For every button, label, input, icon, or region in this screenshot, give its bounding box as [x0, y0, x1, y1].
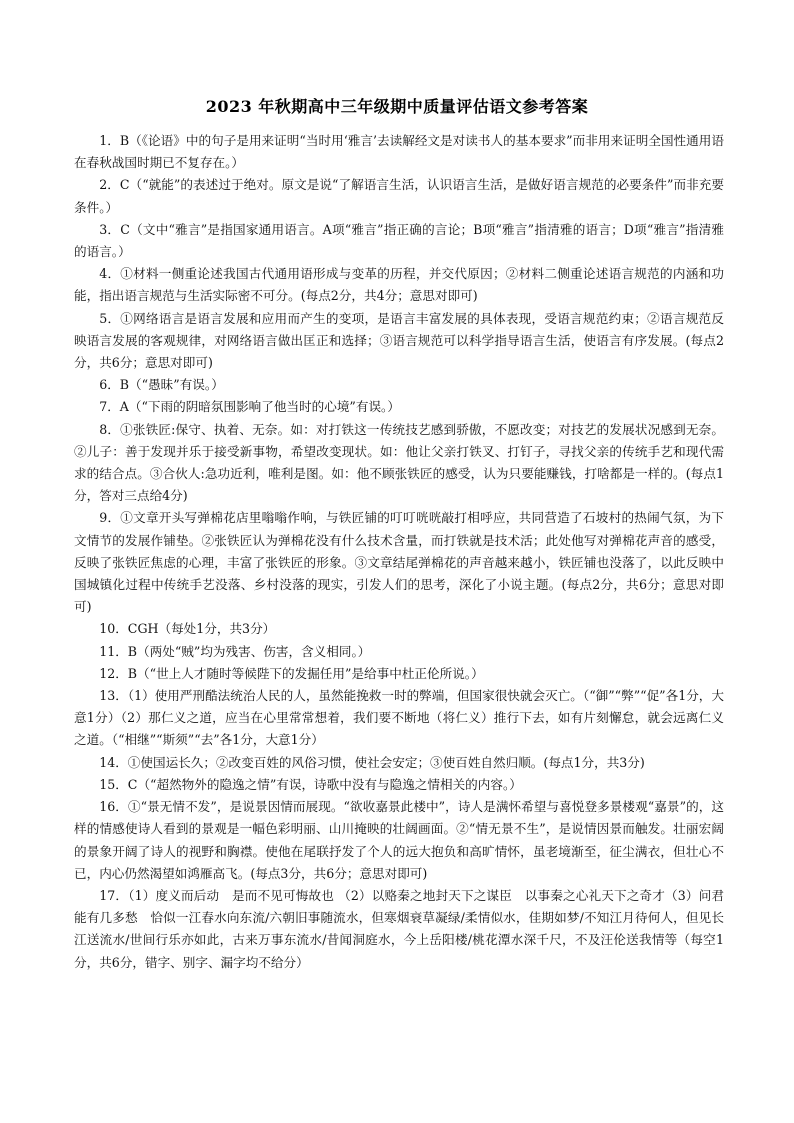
- answer-item-1: 1．B（《论语》中的句子是用来证明“当时用‘雅言’去读解经文是对读书人的基本要求”而非用来证明全国性通用语在春秋战国时期已不复存在。）: [74, 133, 724, 171]
- answer-item-10: 10．CGH（每处1分，共3分）: [99, 621, 276, 637]
- answer-item-2: 2．C（“就能”的表述过于绝对。原文是说“了解语言生活，认识语言生活，是做好语言规范的必要条件”而非充要条件。）: [74, 177, 724, 215]
- answer-item-6: 6．B（“愚昧”有误。）: [99, 377, 224, 393]
- answer-list: [74, 130, 724, 974]
- answer-item-15: 15．C（“超然物外的隐逸之情”有误，诗歌中没有与隐逸之情相关的内容。）: [99, 776, 522, 792]
- answer-item-3: 3．C（文中“雅言”是指国家通用语言。A项“雅言”指正确的言论；B项“雅言”指清雅的语言；D项“雅言”指清雅的语言。）: [74, 221, 724, 260]
- answer-item-16: 16．①“景无情不发”，是说景因情而展现。“欲收嘉景此楼中”，诗人是满怀希望与喜悦登多景楼观“嘉景”的，这样的情感使诗人看到的景观是一幅色彩明丽、山川掩映的壮阔画面。②“情无景不生”，是说情因景而触发。壮丽宏阔的景象开阔了诗人的视野和胸襟。使他在尾联抒发了个人的远大抱负和高旷情怀，虽老境渐至，征尘满衣，但壮心不已，内心仍然渴望如鸿雁高飞。(每点3分，共6分；意思对即可): [74, 799, 724, 881]
- answer-item-4: 4．①材料一侧重论述我国古代通用语形成与变革的历程，并交代原因；②材料二侧重论述语言规范的内涵和功能，指出语言规范与生活实际密不可分。(每点2分，共4分；意思对即可): [74, 266, 724, 304]
- answer-item-17: 17．（1）度义而后动 是而不见可悔故也 （2）以赂秦之地封天下之谋臣 以事秦之心礼天下之奇才（3）问君能有几多愁 恰似一江春水向东流/六朝旧事随流水，但寒烟衰草凝绿/柔情似水，佳期如梦/不知江月待何人，但见长江送流水/世间行乐亦如此，古来万事东流水/昔闻洞庭水，今上岳阳楼/桃花潭水深千尺，不及汪伦送我情等（每空1分，共6分，错字、别字、漏字均不给分）: [74, 887, 724, 970]
- answer-item-13: 13．（1）使用严刑酷法统治人民的人，虽然能挽救一时的弊端，但国家很快就会灭亡。（“御”“弊”“促”各1分，大意1分）（2）那仁义之道，应当在心里常常想着，我们要不断地（将仁义）推行下去，如有片刻懈怠，就会远离仁义之道。（“相继”“斯须”“去”各1分，大意1分）: [74, 688, 724, 748]
- answer-item-8: 8．①张铁匠:保守、执着、无奈。如：对打铁这一传统技艺感到骄傲，不愿改变；对技艺的发展状况感到无奈。②儿子：善于发现并乐于接受新事物，希望改变现状。如：他让父亲打铁叉、打钉子，寻找父亲的传统手艺和现代需求的结合点。③合伙人:急功近利，唯利是图。如：他不顾张铁匠的感受，认为只要能赚钱，打啥都是一样的。(每点1分，答对三点给4分): [74, 421, 724, 504]
- answer-item-12: 12．B（“世上人才随时等候陛下的发掘任用”是给事中杜正伦所说。）: [99, 665, 484, 681]
- answer-item-11: 11．B（两处“贼”均为残害、伤害，含义相同。）: [99, 643, 371, 659]
- answer-item-9: 9．①文章开头写弹棉花店里嗡嗡作响，与铁匠铺的叮叮咣咣敲打相呼应，共同营造了石坡村的热闹气氛，为下文情节的发展作铺垫。②张铁匠认为弹棉花没有什么技术含量，而打铁就是技术活；此处他写对弹棉花声音的感受，反映了张铁匠焦虑的心理，丰富了张铁匠的形象。③文章结尾弹棉花的声音越来越小，铁匠铺也没落了，以此反映中国城镇化过程中传统手艺没落、乡村没落的现实，引发人们的思考，深化了小说主题。(每点2分，共6分；意思对即可): [74, 510, 724, 615]
- answer-item-5: 5．①网络语言是语言发展和应用而产生的变项，是语言丰富发展的具体表现，受语言规范约束；②语言规范反映语言发展的客观规律，对网络语言做出匡正和选择；③语言规范可以科学指导语言生活，使语言有序发展。(每点2分，共6分；意思对即可): [74, 310, 724, 371]
- page-title: 2023 年秋期高中三年级期中质量评估语文参考答案: [205, 97, 589, 116]
- answer-item-14: 14．①使国运长久；②改变百姓的风俗习惯，使社会安定；③使百姓自然归顺。(每点1分，共3分): [99, 754, 645, 770]
- answer-item-7: 7．A（“下雨的阴暗氛围影响了他当时的心境”有误。）: [99, 399, 400, 415]
